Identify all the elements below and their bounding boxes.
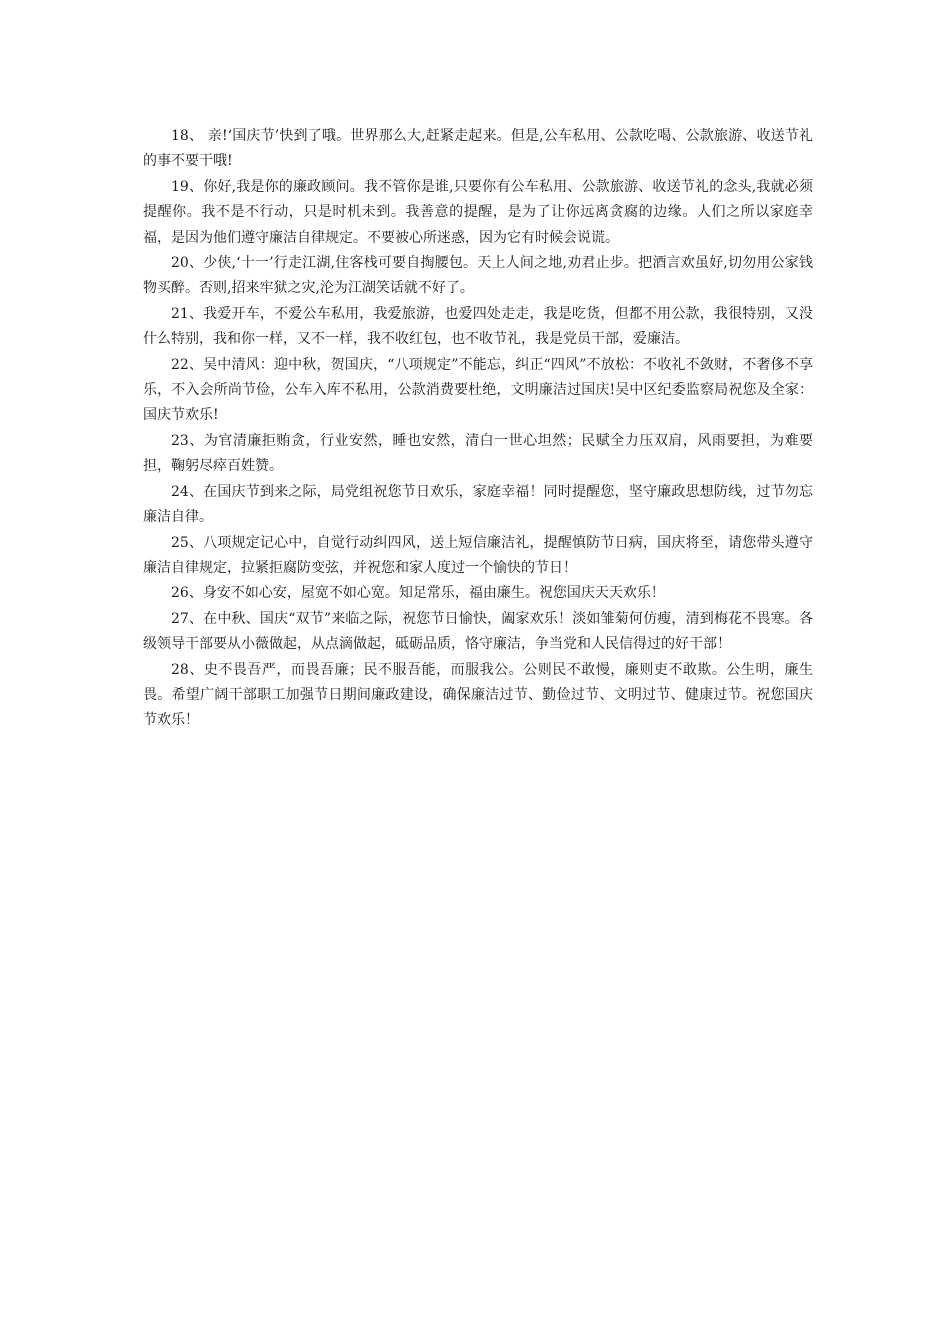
- paragraph-23: 23、为官清廉拒贿贪，行业安然，睡也安然，清白一世心坦然；民赋全力压双肩，风雨要担，为难要担，鞠躬尽瘁百姓赞。: [143, 432, 813, 475]
- paragraph-26: 26、身安不如心安，屋宽不如心宽。知足常乐，福由廉生。祝您国庆天天欢乐！: [171, 585, 665, 602]
- paragraph-25: 25、八项规定记心中，自觉行动纠四风，送上短信廉洁礼，提醒慎防节日病，国庆将至，请您带头遵守廉洁自律规定，拉紧拒腐防变弦，并祝您和家人度过一个愉快的节日！: [143, 534, 813, 576]
- paragraph-20: 20、少侠,‘十一’行走江湖,住客栈可要自掏腰包。天上人间之地,劝君止步。把酒言欢虽好,切勿用公家钱物买醉。否则,招来牢狱之灾,沦为江湖笑话就不好了。: [143, 255, 813, 297]
- paragraph-24: 24、在国庆节到来之际，局党组祝您节日欢乐，家庭幸福！同时提醒您，坚守廉政思想防线，过节勿忘廉洁自律。: [143, 483, 813, 526]
- paragraph-21: 21、我爱开车，不爱公车私用，我爱旅游，也爱四处走走，我是吃货，但都不用公款，我很特别，又没什么特别，我和你一样，又不一样，我不收红包，也不收节礼，我是党员干部，爱廉洁。: [143, 305, 813, 348]
- paragraph-27: 27、在中秋、国庆“双节”来临之际，祝您节日愉快，阖家欢乐！淡如雏菊何仿瘦，清到梅花不畏寒。各级领导干部要从小薇做起，从点滴做起，砥砺品质，恪守廉洁，争当党和人民信得过的好干部！: [143, 610, 813, 653]
- paragraph-28: 28、史不畏吾严，而畏吾廉；民不服吾能，而服我公。公则民不敢慢，廉则吏不敢欺。公生明，廉生畏。希望广阔干部职工加强节日期间廉政建设，确保廉洁过节、勤俭过节、文明过节、健康过节。祝您国庆节欢乐！: [143, 661, 813, 729]
- paragraph-22: 22、吴中清风：迎中秋，贺国庆，“八项规定”不能忘，纠正“四风”不放松：不收礼不敛财，不奢侈不享乐，不入会所尚节俭，公车入库不私用，公款消费要杜绝，文明廉洁过国庆!吴中区纪委监察局祝您及全家：国庆节欢乐!: [143, 356, 813, 424]
- paragraph-19: 19、你好,我是你的廉政顾问。我不管你是谁,只要你有公车私用、公款旅游、收送节礼的念头,我就必须提醒你。我不是不行动，只是时机未到。我善意的提醒，是为了让你远离贪腐的边缘。人们之所以家庭幸福，是因为他们遵守廉洁自律规定。不要被心所迷惑，因为它有时候会说谎。: [143, 178, 813, 246]
- document-body: [143, 124, 813, 734]
- paragraph-18: 18、 亲!‘国庆节’快到了哦。世界那么大,赶紧走起来。但是,公车私用、公款吃喝、公款旅游、收送节礼的事不要干哦!: [143, 128, 813, 170]
